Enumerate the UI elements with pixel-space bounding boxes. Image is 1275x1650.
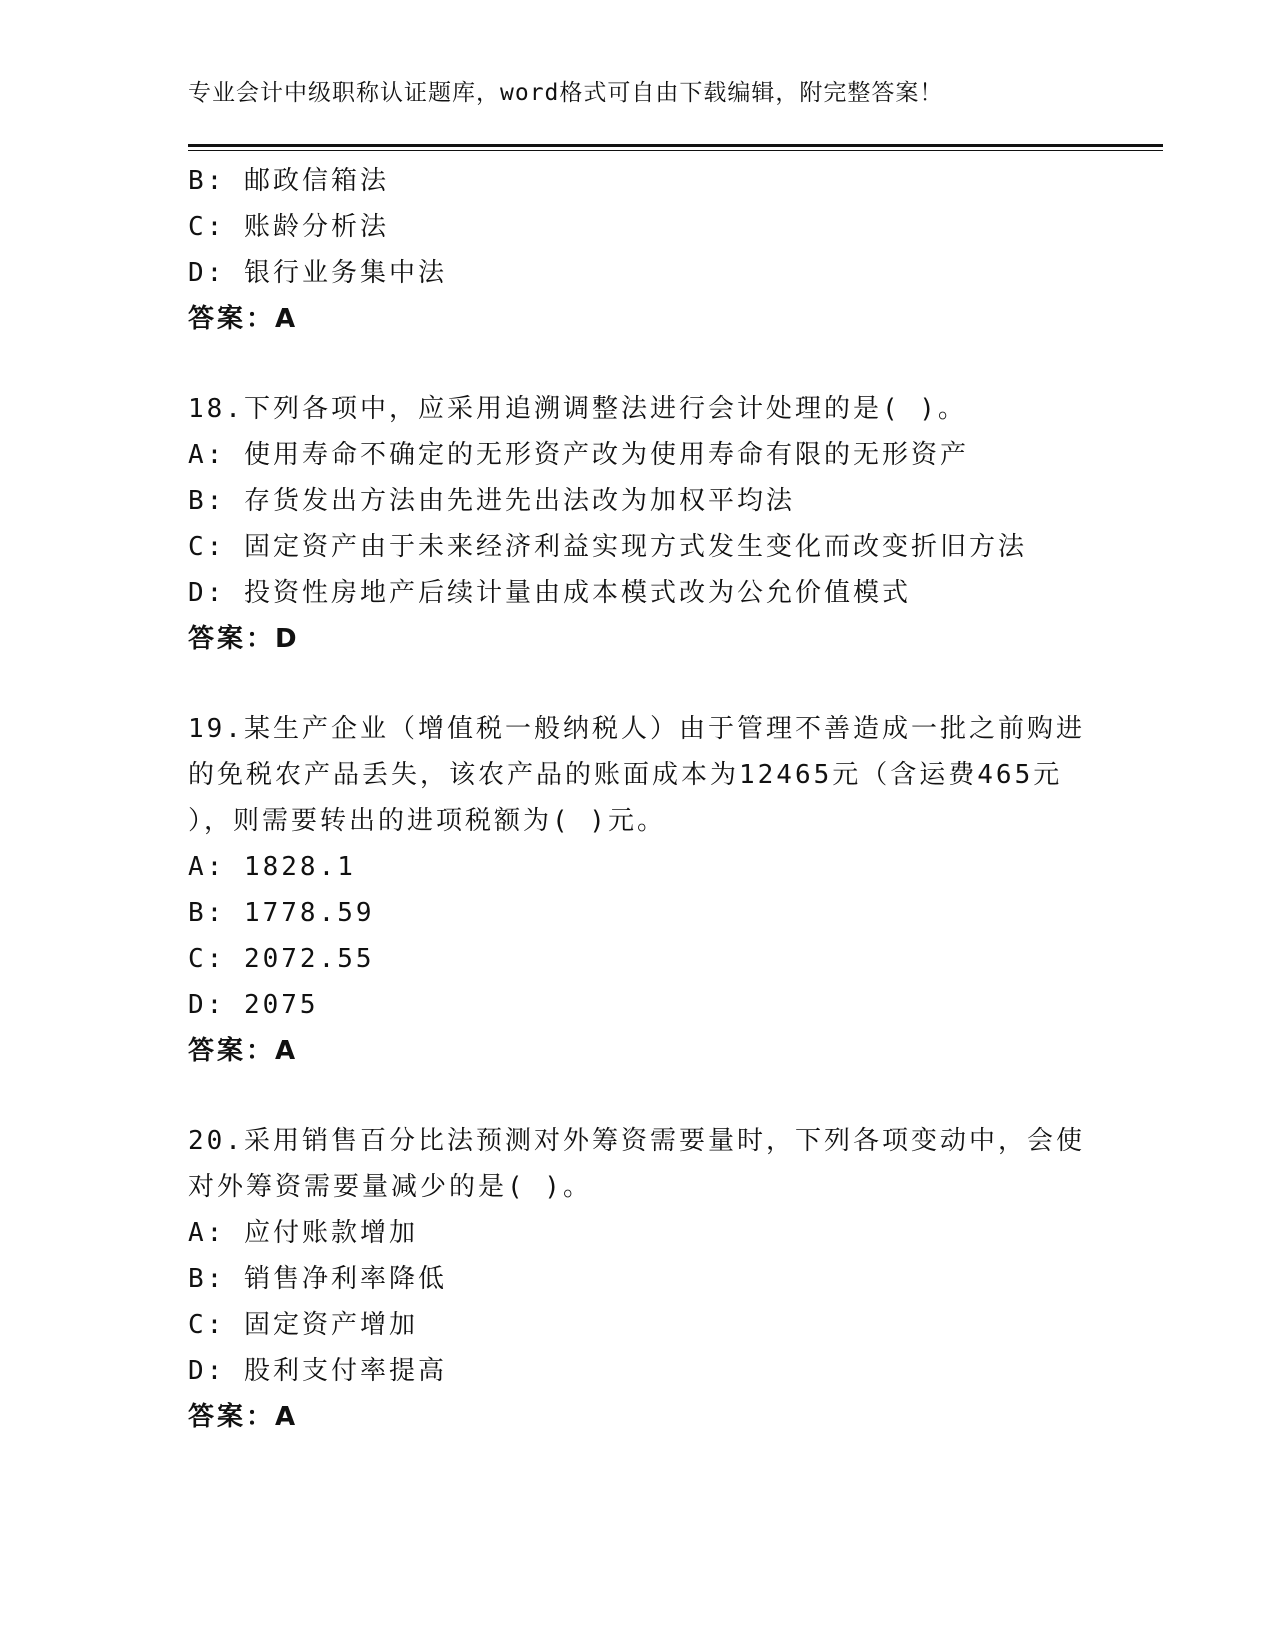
answer-line: 答案：D — [188, 624, 300, 654]
option-b: B: 邮政信箱法 — [188, 166, 389, 196]
spacer — [188, 1074, 1088, 1118]
question-stem: 的免税农产品丢失，该农产品的账面成本为12465元（含运费465元 — [188, 760, 1063, 790]
option-a: A: 1828.1 — [188, 852, 356, 882]
option-c: C: 固定资产由于未来经济利益实现方式发生变化而改变折旧方法 — [188, 532, 1027, 562]
option-c: C: 账龄分析法 — [188, 212, 389, 242]
header-rule-thin — [188, 150, 1163, 151]
option-d: D: 股利支付率提高 — [188, 1356, 447, 1386]
page-header-title: 专业会计中级职称认证题库，word格式可自由下载编辑，附完整答案！ — [188, 80, 944, 106]
option-c: C: 固定资产增加 — [188, 1310, 418, 1340]
option-a: A: 应付账款增加 — [188, 1218, 418, 1248]
question-17-tail — [188, 158, 1088, 342]
option-b: B: 销售净利率降低 — [188, 1264, 447, 1294]
spacer — [188, 662, 1088, 706]
option-b: B: 1778.59 — [188, 898, 375, 928]
question-19 — [188, 706, 1088, 1074]
option-d: D: 投资性房地产后续计量由成本模式改为公允价值模式 — [188, 578, 911, 608]
option-d: D: 2075 — [188, 990, 319, 1020]
option-d: D: 银行业务集中法 — [188, 258, 447, 288]
answer-line: 答案：A — [188, 1402, 299, 1432]
question-stem: ），则需要转出的进项税额为( )元。 — [188, 806, 666, 836]
question-stem: 对外筹资需要量减少的是( )。 — [188, 1172, 592, 1202]
option-c: C: 2072.55 — [188, 944, 375, 974]
header-rule-thick — [188, 144, 1163, 147]
answer-line: 答案：A — [188, 1036, 299, 1066]
answer-line: 答案：A — [188, 304, 299, 334]
question-stem: 20.采用销售百分比法预测对外筹资需要量时，下列各项变动中，会使 — [188, 1126, 1085, 1156]
question-20 — [188, 1118, 1088, 1440]
option-a: A: 使用寿命不确定的无形资产改为使用寿命有限的无形资产 — [188, 440, 969, 470]
question-stem: 18.下列各项中，应采用追溯调整法进行会计处理的是( )。 — [188, 394, 967, 424]
question-stem: 19.某生产企业（增值税一般纳税人）由于管理不善造成一批之前购进 — [188, 714, 1085, 744]
option-b: B: 存货发出方法由先进先出法改为加权平均法 — [188, 486, 795, 516]
question-content — [188, 158, 1088, 1440]
spacer — [188, 342, 1088, 386]
question-18 — [188, 386, 1088, 662]
